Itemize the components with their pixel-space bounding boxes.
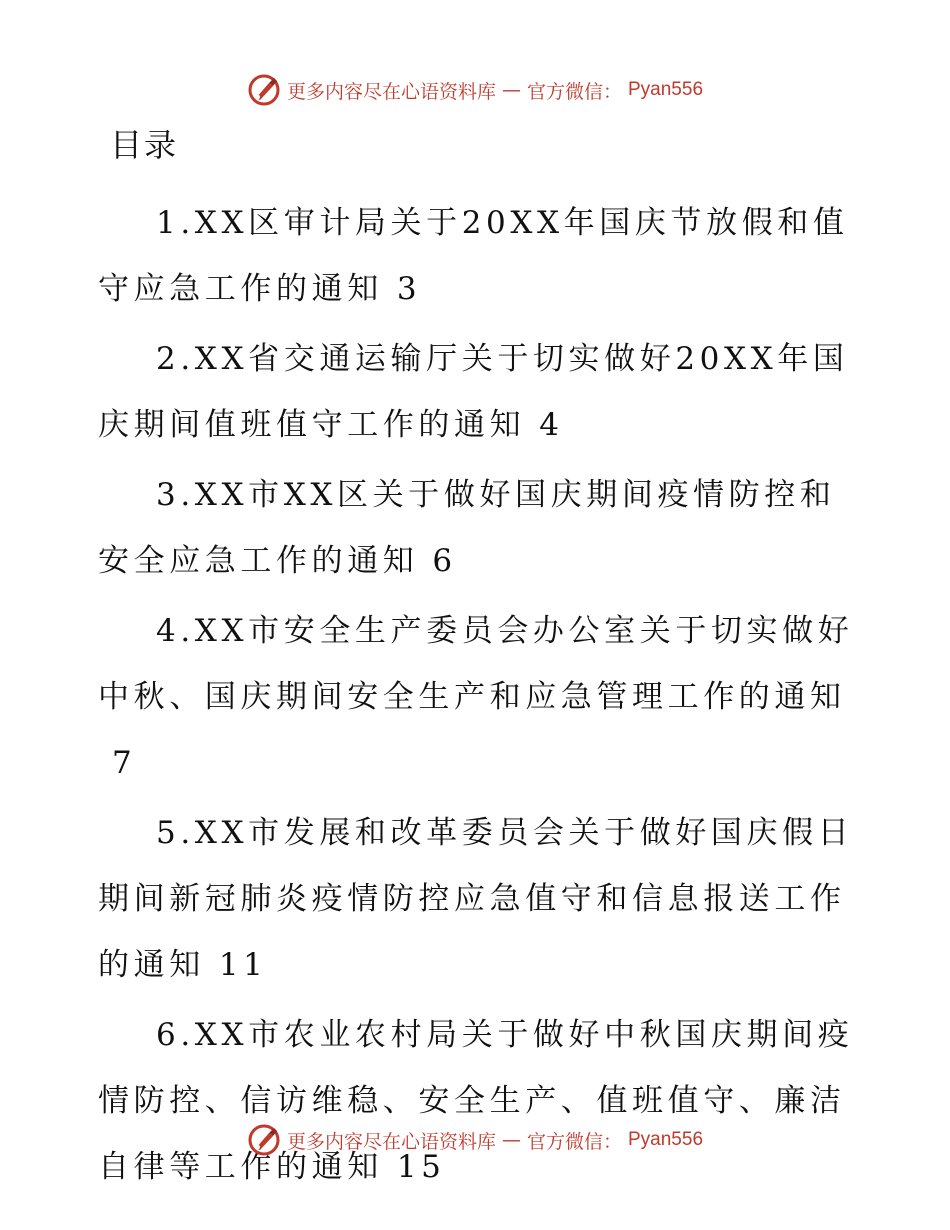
watermark-slogan: 更多内容尽在心语资料库 [286,80,496,103]
watermark-wechat-id: Pyan556 [628,79,704,100]
toc-item-title: 5.XX市发展和改革委员会关于做好国庆假日期间新冠肺炎疫情防控应急值守和信息报送工作的通知 [98,815,854,983]
pen-circle-logo-icon [247,1123,281,1157]
toc-item[interactable] [98,190,858,322]
watermark-label: 官方微信： [526,1130,622,1153]
toc-item-title: 4.XX市安全生产委员会办公室关于切实做好中秋、国庆期间安全生产和应急管理工作的通知 [98,613,854,715]
toc-item[interactable] [98,326,858,458]
footer-watermark [0,1120,950,1160]
watermark-label: 官方微信： [526,80,622,103]
toc-item-title: 2.XX省交通运输厅关于切实做好20XX年国庆期间值班值守工作的通知 [98,341,849,443]
toc-item[interactable] [98,462,858,594]
watermark-separator: — [501,1129,521,1151]
toc-item-page: 3 [396,271,422,307]
toc-item-page: 4 [539,407,564,443]
watermark-slogan: 更多内容尽在心语资料库 [286,1130,496,1153]
toc-item-page: 15 [396,1149,446,1185]
toc-item-page: 11 [218,947,268,983]
toc-title: 目录 [110,126,179,164]
toc-item-page: 7 [112,745,137,781]
toc-item-title: 6.XX市农业农村局关于做好中秋国庆期间疫情防控、信访维稳、安全生产、值班值守、廉洁自律等工作的通知 [98,1017,854,1185]
pen-circle-logo-icon [247,73,281,107]
watermark-wechat-id: Pyan556 [628,1129,704,1150]
toc-item-page: 6 [432,543,457,579]
toc-item-title: 3.XX市XX区关于做好国庆期间疫情防控和安全应急工作的通知 [98,477,836,579]
toc-item-title: 1.XX区审计局关于20XX年国庆节放假和值守应急工作的通知 [98,205,849,307]
toc-list [98,190,858,1204]
toc-item[interactable] [98,800,858,998]
toc-item[interactable] [98,1002,858,1200]
watermark-separator: — [501,79,521,101]
toc-item[interactable] [98,598,858,796]
header-watermark [0,70,950,110]
